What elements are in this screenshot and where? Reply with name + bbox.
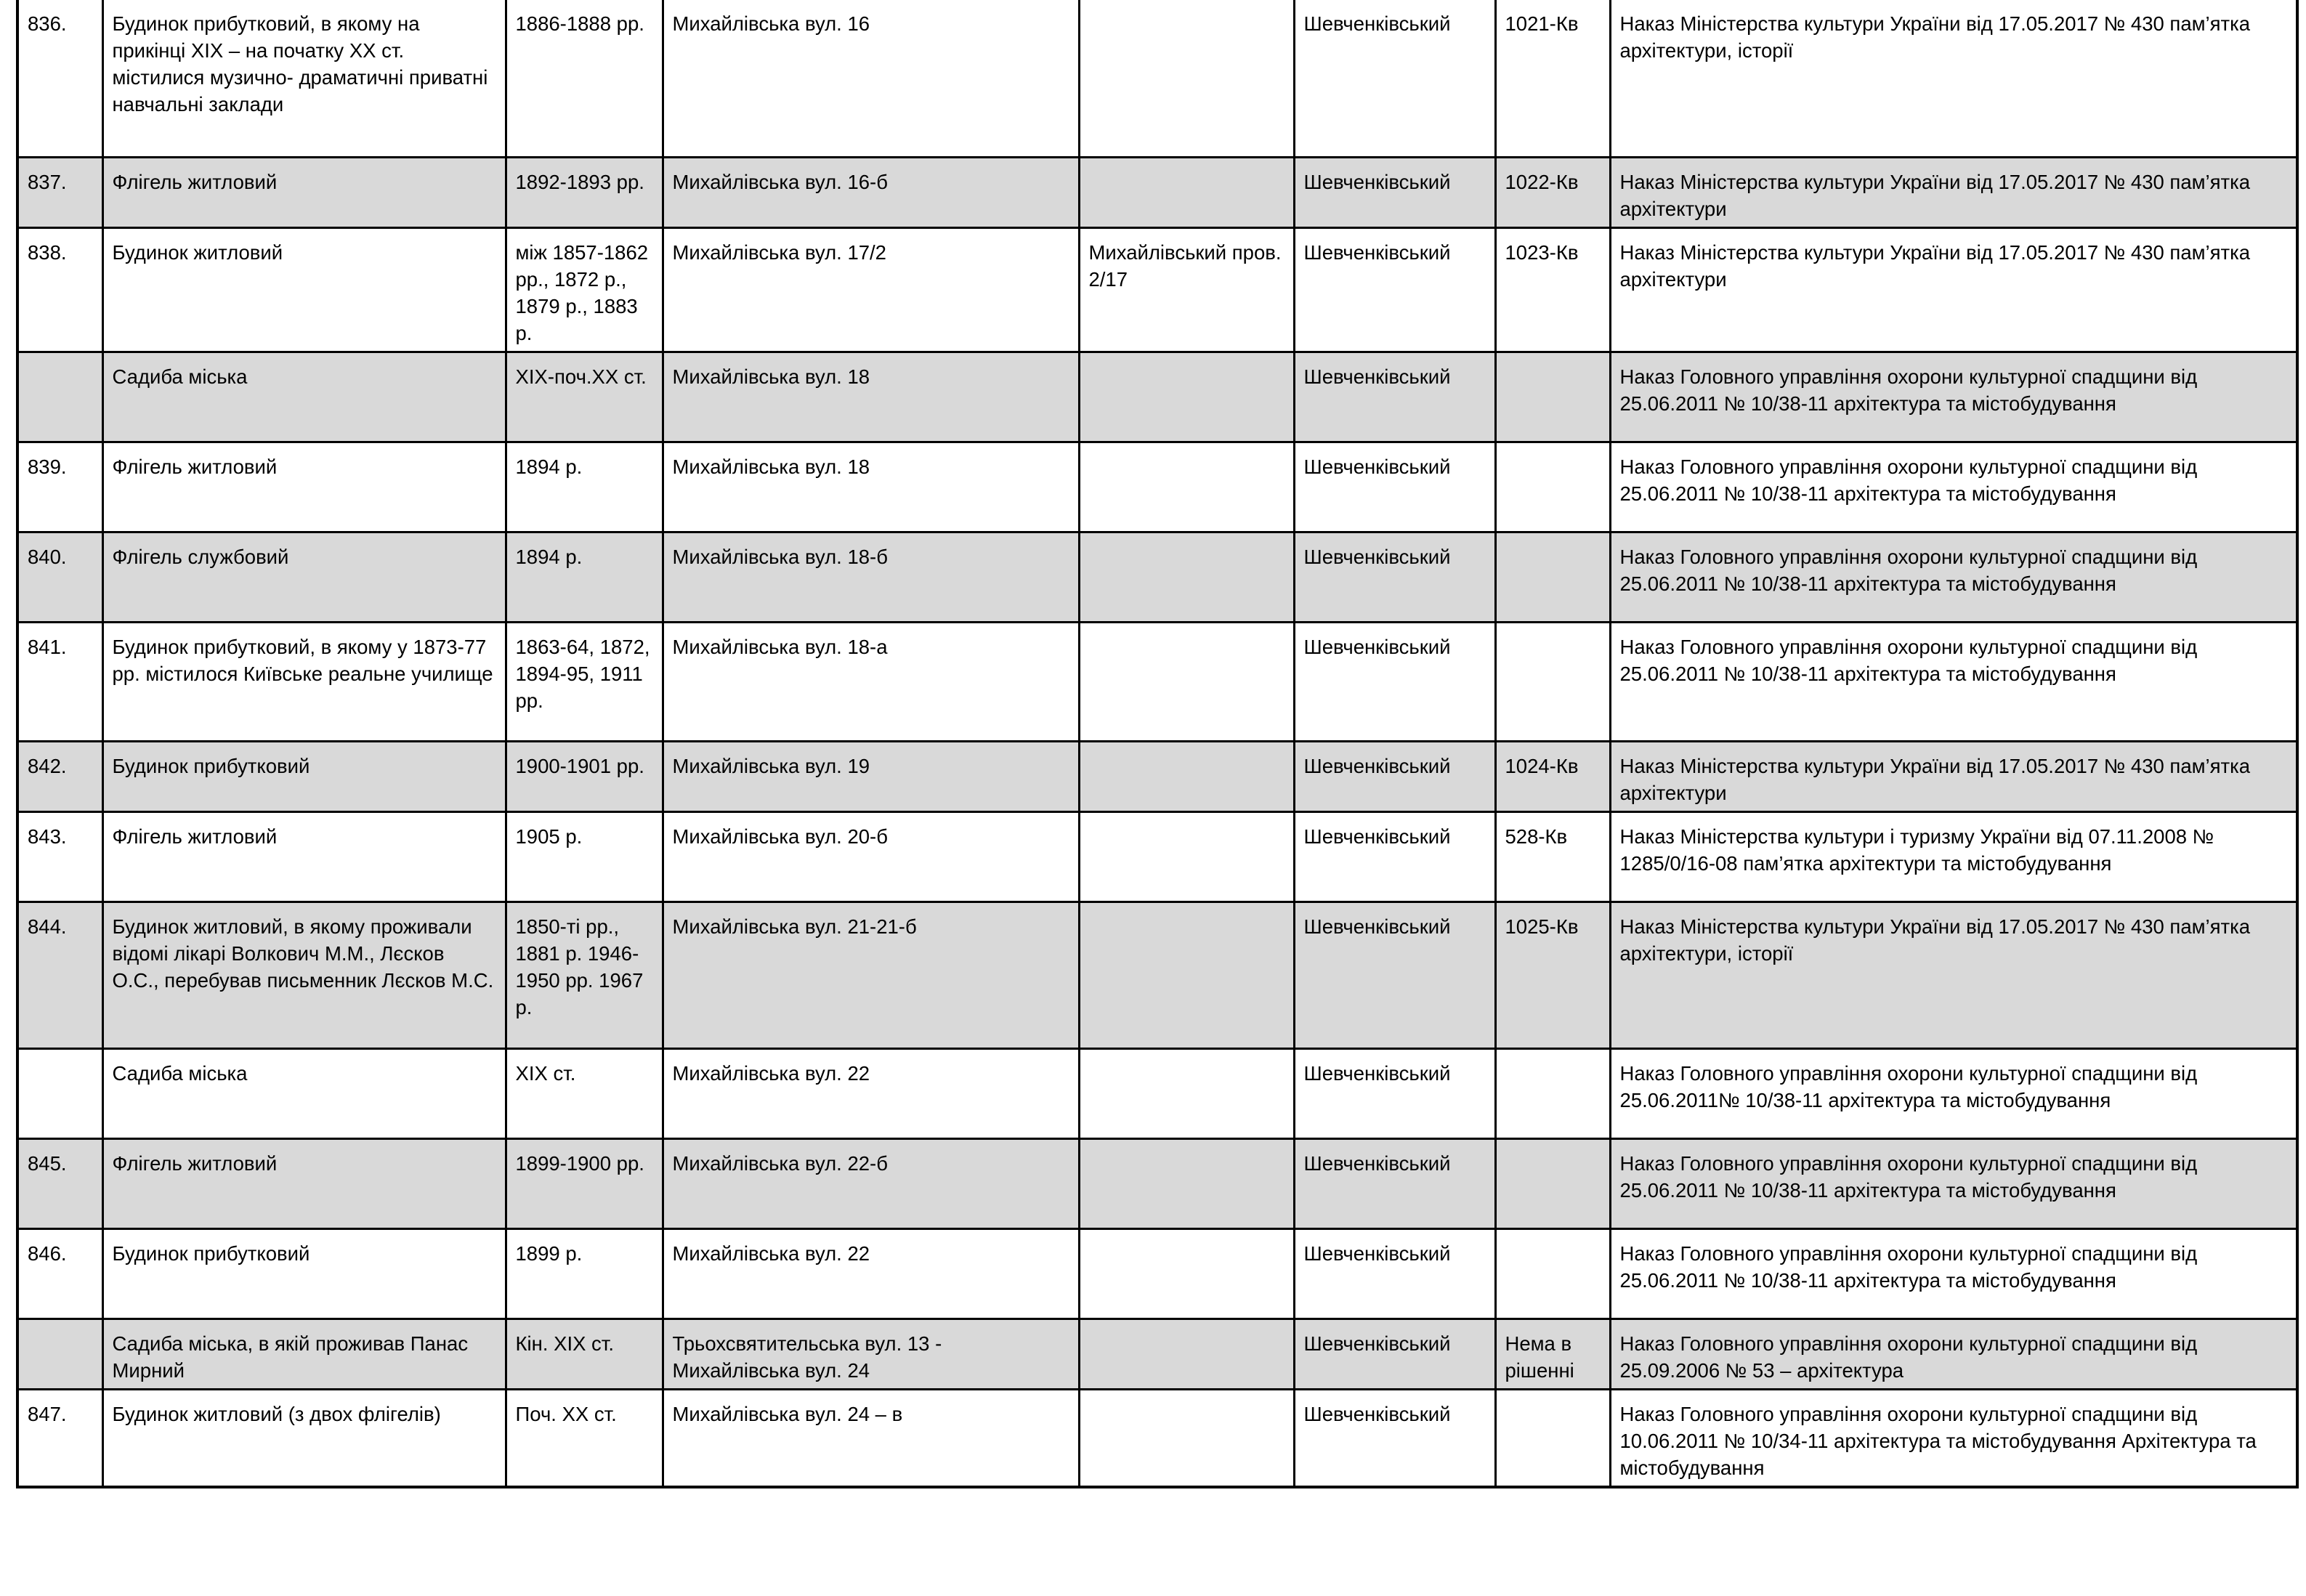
cell-date: 1863-64, 1872, 1894-95, 1911 рр. [506, 622, 663, 741]
table-body [17, 0, 2297, 1487]
cell-protection-document: Наказ Головного управління охорони культурної спадщини від 25.06.2011 № 10/38-11 архітектура та містобудування [1610, 1138, 2297, 1228]
cell-address: Михайлівська вул. 21-21-б [663, 902, 1079, 1048]
cell-district: Шевченківський [1294, 532, 1495, 622]
cell-date: 1900-1901 рр. [506, 741, 663, 811]
cell-protection-document: Наказ Міністерства культури України від 17.05.2017 № 430 пам’ятка архітектури, історії [1610, 902, 2297, 1048]
cell-address: Михайлівська вул. 18-б [663, 532, 1079, 622]
cell-registry-number [1495, 1138, 1610, 1228]
cell-protection-document: Наказ Головного управління охорони культурної спадщини від 25.06.2011 № 10/38-11 архітектура та містобудування [1610, 1228, 2297, 1318]
table-row [17, 811, 2297, 902]
cell-district: Шевченківський [1294, 741, 1495, 811]
cell-protection-document: Наказ Головного управління охорони культурної спадщини від 25.06.2011 № 10/38-11 архітектура та містобудування [1610, 532, 2297, 622]
cell-number: 844. [17, 902, 102, 1048]
cell-object-name: Будинок житловий (з двох флігелів) [102, 1389, 506, 1487]
cell-date: 1894 р. [506, 532, 663, 622]
cell-object-name: Садиба міська, в якій проживав Панас Мирний [102, 1318, 506, 1389]
cell-registry-number: 1021-Кв [1495, 0, 1610, 157]
cell-address-alt [1079, 622, 1294, 741]
cell-date: 1850-ті рр., 1881 р. 1946-1950 рр. 1967 р. [506, 902, 663, 1048]
cell-district: Шевченківський [1294, 442, 1495, 532]
cell-number: 838. [17, 227, 102, 352]
cell-protection-document: Наказ Головного управління охорони культурної спадщини від 25.06.2011 № 10/38-11 архітектура та містобудування [1610, 622, 2297, 741]
cell-number [17, 352, 102, 442]
cell-district: Шевченківський [1294, 622, 1495, 741]
cell-protection-document: Наказ Головного управління охорони культурної спадщини від 10.06.2011 № 10/34-11 архітектура та містобудування Архітектура та містобудування [1610, 1389, 2297, 1487]
table-row [17, 902, 2297, 1048]
cell-district: Шевченківський [1294, 157, 1495, 227]
cell-address: Михайлівська вул. 16-б [663, 157, 1079, 227]
cell-number [17, 1048, 102, 1138]
table-row [17, 227, 2297, 352]
cell-date: між 1857-1862 рр., 1872 р., 1879 р., 1883 р. [506, 227, 663, 352]
cell-date: Поч. XX ст. [506, 1389, 663, 1487]
table-row [17, 532, 2297, 622]
cell-object-name: Садиба міська [102, 1048, 506, 1138]
cell-number: 836. [17, 0, 102, 157]
cell-address-alt [1079, 0, 1294, 157]
table-row [17, 1138, 2297, 1228]
cell-address: Михайлівська вул. 22-б [663, 1138, 1079, 1228]
cell-protection-document: Наказ Головного управління охорони культурної спадщини від 25.09.2006 № 53 – архітектура [1610, 1318, 2297, 1389]
cell-address-alt [1079, 811, 1294, 902]
cell-address: Михайлівська вул. 22 [663, 1228, 1079, 1318]
cell-protection-document: Наказ Головного управління охорони культурної спадщини від 25.06.2011№ 10/38-11 архітектура та містобудування [1610, 1048, 2297, 1138]
cell-protection-document: Наказ Міністерства культури України від 17.05.2017 № 430 пам’ятка архітектури [1610, 741, 2297, 811]
cell-number: 842. [17, 741, 102, 811]
cell-object-name: Будинок прибутковий [102, 741, 506, 811]
cell-date: 1886-1888 рр. [506, 0, 663, 157]
cell-number: 843. [17, 811, 102, 902]
cell-protection-document: Наказ Міністерства культури України від 17.05.2017 № 430 пам’ятка архітектури [1610, 227, 2297, 352]
cell-address-alt: Михайлівський пров. 2/17 [1079, 227, 1294, 352]
table-row [17, 352, 2297, 442]
cell-registry-number [1495, 352, 1610, 442]
cell-registry-number: 1024-Кв [1495, 741, 1610, 811]
cell-protection-document: Наказ Міністерства культури України від 17.05.2017 № 430 пам’ятка архітектури [1610, 157, 2297, 227]
table-row [17, 1228, 2297, 1318]
cell-number [17, 1318, 102, 1389]
cell-district: Шевченківський [1294, 1389, 1495, 1487]
cell-number: 847. [17, 1389, 102, 1487]
cell-date: 1905 р. [506, 811, 663, 902]
cell-address: Михайлівська вул. 18 [663, 442, 1079, 532]
cell-district: Шевченківський [1294, 902, 1495, 1048]
cell-district: Шевченківський [1294, 0, 1495, 157]
cell-protection-document: Наказ Головного управління охорони культурної спадщини від 25.06.2011 № 10/38-11 архітектура та містобудування [1610, 442, 2297, 532]
cell-address-alt [1079, 1138, 1294, 1228]
cell-address-alt [1079, 1389, 1294, 1487]
cell-protection-document: Наказ Головного управління охорони культурної спадщини від 25.06.2011 № 10/38-11 архітектура та містобудування [1610, 352, 2297, 442]
cell-object-name: Флігель житловий [102, 442, 506, 532]
cell-address-alt [1079, 442, 1294, 532]
cell-address-alt [1079, 352, 1294, 442]
cell-district: Шевченківський [1294, 1138, 1495, 1228]
cell-number: 845. [17, 1138, 102, 1228]
cell-object-name: Флігель житловий [102, 1138, 506, 1228]
heritage-register-table [16, 0, 2299, 1488]
cell-registry-number: Нема в рішенні [1495, 1318, 1610, 1389]
table-row [17, 1048, 2297, 1138]
cell-registry-number: 1025-Кв [1495, 902, 1610, 1048]
table-row [17, 1389, 2297, 1487]
cell-address: Михайлівська вул. 24 – в [663, 1389, 1079, 1487]
cell-number: 841. [17, 622, 102, 741]
cell-registry-number [1495, 442, 1610, 532]
cell-date: Кін. XIX ст. [506, 1318, 663, 1389]
cell-date: 1899 р. [506, 1228, 663, 1318]
cell-registry-number: 528-Кв [1495, 811, 1610, 902]
cell-district: Шевченківський [1294, 811, 1495, 902]
cell-district: Шевченківський [1294, 352, 1495, 442]
table-row [17, 0, 2297, 157]
cell-date: XIX ст. [506, 1048, 663, 1138]
cell-address-alt [1079, 1318, 1294, 1389]
cell-registry-number [1495, 622, 1610, 741]
cell-date: 1899-1900 рр. [506, 1138, 663, 1228]
cell-district: Шевченківський [1294, 227, 1495, 352]
cell-address-alt [1079, 741, 1294, 811]
cell-object-name: Будинок прибутковий, в якому у 1873-77 рр. містилося Київське реальне училище [102, 622, 506, 741]
cell-registry-number: 1023-Кв [1495, 227, 1610, 352]
cell-address: Михайлівська вул. 19 [663, 741, 1079, 811]
cell-address: Михайлівська вул. 20-б [663, 811, 1079, 902]
cell-address: Михайлівська вул. 22 [663, 1048, 1079, 1138]
cell-address: Михайлівська вул. 16 [663, 0, 1079, 157]
cell-address: Михайлівська вул. 18 [663, 352, 1079, 442]
table-row [17, 741, 2297, 811]
cell-address-alt [1079, 1228, 1294, 1318]
cell-registry-number [1495, 1048, 1610, 1138]
cell-object-name: Будинок житловий, в якому проживали відомі лікарі Волкович М.М., Лєсков О.С., перебував письменник Лєсков М.С. [102, 902, 506, 1048]
cell-address-alt [1079, 1048, 1294, 1138]
cell-address: Трьохсвятительська вул. 13 - Михайлівська вул. 24 [663, 1318, 1079, 1389]
cell-address-alt [1079, 157, 1294, 227]
cell-registry-number [1495, 1228, 1610, 1318]
cell-number: 840. [17, 532, 102, 622]
table-row [17, 442, 2297, 532]
table-row [17, 157, 2297, 227]
cell-date: XIX-поч.XX ст. [506, 352, 663, 442]
cell-object-name: Флігель службовий [102, 532, 506, 622]
cell-registry-number [1495, 1389, 1610, 1487]
cell-registry-number: 1022-Кв [1495, 157, 1610, 227]
cell-object-name: Флігель житловий [102, 811, 506, 902]
cell-date: 1892-1893 рр. [506, 157, 663, 227]
cell-date: 1894 р. [506, 442, 663, 532]
table-row [17, 1318, 2297, 1389]
cell-address: Михайлівська вул. 18-а [663, 622, 1079, 741]
cell-number: 839. [17, 442, 102, 532]
cell-protection-document: Наказ Міністерства культури і туризму України від 07.11.2008 № 1285/0/16-08 пам’ятка архітектури та містобудування [1610, 811, 2297, 902]
cell-registry-number [1495, 532, 1610, 622]
cell-number: 837. [17, 157, 102, 227]
cell-object-name: Будинок прибутковий, в якому на прикінці XIX – на початку XX ст. містилися музично- драматичні приватні навчальні заклади [102, 0, 506, 157]
cell-district: Шевченківський [1294, 1048, 1495, 1138]
table-row [17, 622, 2297, 741]
cell-address-alt [1079, 532, 1294, 622]
cell-number: 846. [17, 1228, 102, 1318]
cell-district: Шевченківський [1294, 1318, 1495, 1389]
cell-district: Шевченківський [1294, 1228, 1495, 1318]
cell-object-name: Будинок прибутковий [102, 1228, 506, 1318]
cell-object-name: Садиба міська [102, 352, 506, 442]
cell-object-name: Будинок житловий [102, 227, 506, 352]
cell-address-alt [1079, 902, 1294, 1048]
cell-object-name: Флігель житловий [102, 157, 506, 227]
cell-protection-document: Наказ Міністерства культури України від 17.05.2017 № 430 пам’ятка архітектури, історії [1610, 0, 2297, 157]
cell-address: Михайлівська вул. 17/2 [663, 227, 1079, 352]
